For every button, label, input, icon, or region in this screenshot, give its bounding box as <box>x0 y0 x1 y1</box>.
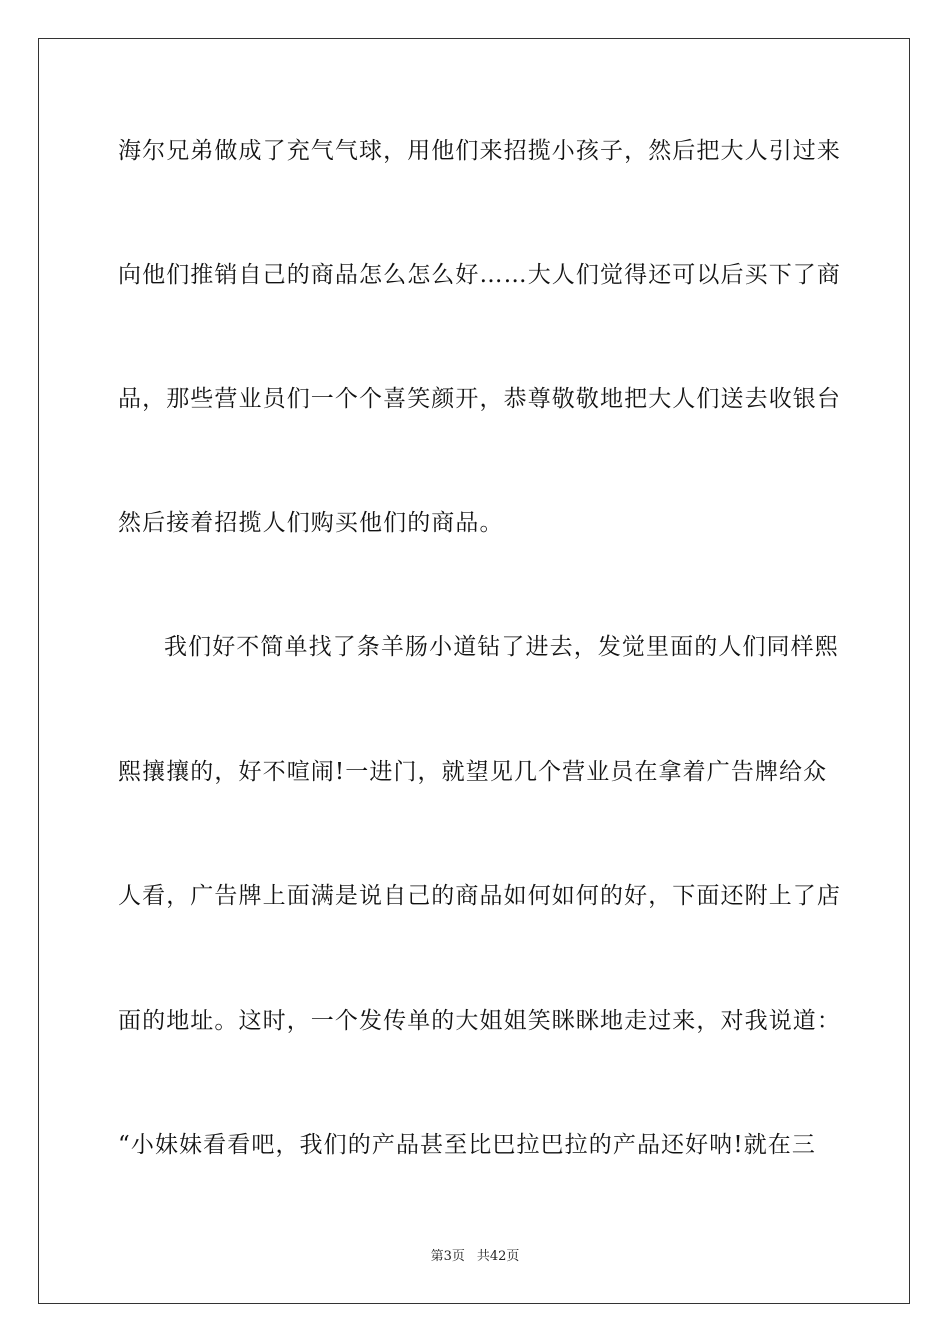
body-text-line: 熙攘攘的，好不喧闹!一进门，就望见几个营业员在拿着广告牌给众 <box>118 759 828 785</box>
body-text-line: “小妹妹看看吧，我们的产品甚至比巴拉巴拉的产品还好呐!就在三 <box>118 1132 817 1158</box>
body-text-line: 海尔兄弟做成了充气气球，用他们来招揽小孩子，然后把大人引过来 <box>118 138 841 164</box>
body-text-line: 向他们推销自己的商品怎么怎么好……大人们觉得还可以后买下了商 <box>118 262 841 288</box>
body-text-line: 面的地址。这时，一个发传单的大姐姐笑眯眯地走过来，对我说道： <box>118 1008 841 1034</box>
paragraph-start-line: 我们好不简单找了条羊肠小道钻了进去，发觉里面的人们同样熙 <box>164 634 839 660</box>
page-border <box>38 38 910 1304</box>
total-pages: 共42页 <box>476 1249 520 1264</box>
page-footer <box>0 1248 950 1266</box>
page-number: 第3页 <box>430 1249 465 1264</box>
body-text-line: 然后接着招揽人们购买他们的商品。 <box>118 510 504 536</box>
body-text-line: 品，那些营业员们一个个喜笑颜开，恭尊敬敬地把大人们送去收银台 <box>118 386 841 412</box>
body-text-line: 人看，广告牌上面满是说自己的商品如何如何的好，下面还附上了店 <box>118 883 841 909</box>
